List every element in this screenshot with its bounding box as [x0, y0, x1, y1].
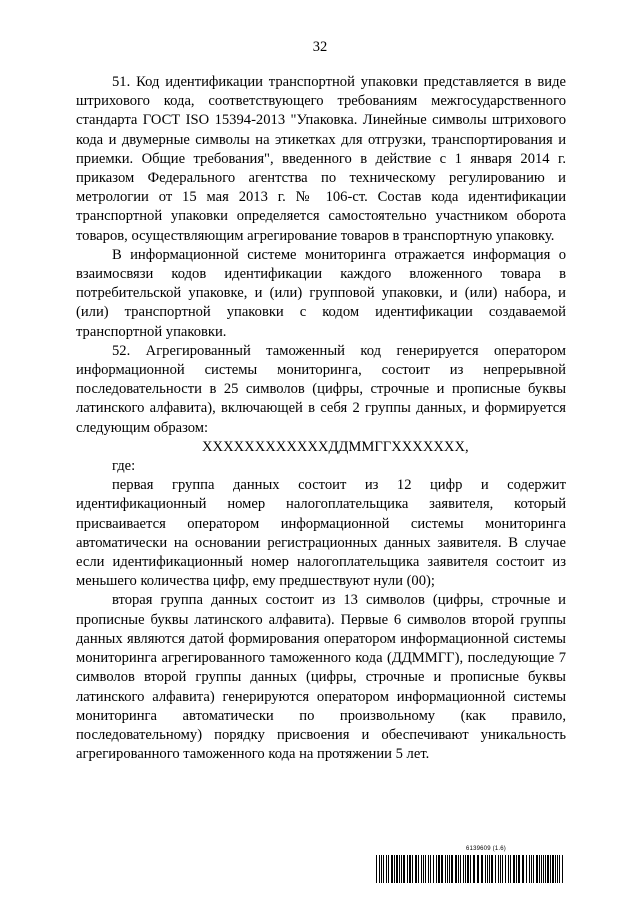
where-label: где: — [112, 458, 136, 475]
code-format-formula: ХХХХХХХХХХХХДДММГГХХХХХХХ, — [202, 438, 469, 455]
paragraph-51: 51. Код идентификации транспортной упаковки представляется в виде штрихового кода, соответствующего требованиям межгосударственного стандарта ГОСТ ISO 15394-2013 "Упаковка. Линейные символы штрихового кода и двумерные символы на этикетках для отгрузки, транспортирования и приемки. Общие требования", введенного в действие с 1 января 2014 г. приказом Федерального агентства по техническому регулированию и метрологии от 15 мая 2013 г. № 106-ст. Состав кода идентификации транспортной упаковки определяется самостоятельно участником оборота товаров, осуществляющим агрегирование товаров в транспортную упаковку. — [76, 74, 566, 244]
paragraph-second-group: вторая группа данных состоит из 13 символов (цифры, строчные и прописные буквы латинского алфавита). Первые 6 символов второй группы данных являются датой формирования оператором информационной системы мониторинга агрегированного таможенного кода (ДДММГГ), последующие 7 символов второй группы данных (цифры, строчные и прописные буквы латинского алфавита) генерируются оператором информационной системы мониторинга автоматически по произвольному (как правило, последовательному) порядку присвоения и обеспечивают уникальность агрегированного таможенного кода на протяжении 5 лет. — [76, 592, 566, 763]
paragraph-52: 52. Агрегированный таможенный код генерируется оператором информационной системы мониторинга, состоит из непрерывной последовательности в 25 символов (цифры, строчные и прописные буквы латинского алфавита), включающей в себя 2 группы данных, и формируется следующим образом: — [76, 342, 566, 436]
barcode-image — [376, 855, 564, 883]
document-body — [76, 73, 566, 764]
paragraph-first-group: первая группа данных состоит из 12 цифр и содержит идентификационный номер налогоплательщика заявителя, который присваивается оператором информационной системы мониторинга автоматически на основании регистрационных данных заявителя. В случае если идентификационный номер налогоплательщика заявителя состоит из меньшего количества цифр, ему предшествуют нули (00); — [76, 477, 566, 590]
page-number: 32 — [312, 39, 328, 55]
paragraph-monitoring-info: В информационной системе мониторинга отражается информация о взаимосвязи кодов идентификации каждого вложенного товара в потребительской упаковке, и (или) групповой упаковки, и (или) набора, и (или) транспортной упаковки с кодом идентификации создаваемой транспортной упаковки. — [76, 246, 566, 340]
document-code: 6139609 (1.6) — [466, 846, 506, 852]
